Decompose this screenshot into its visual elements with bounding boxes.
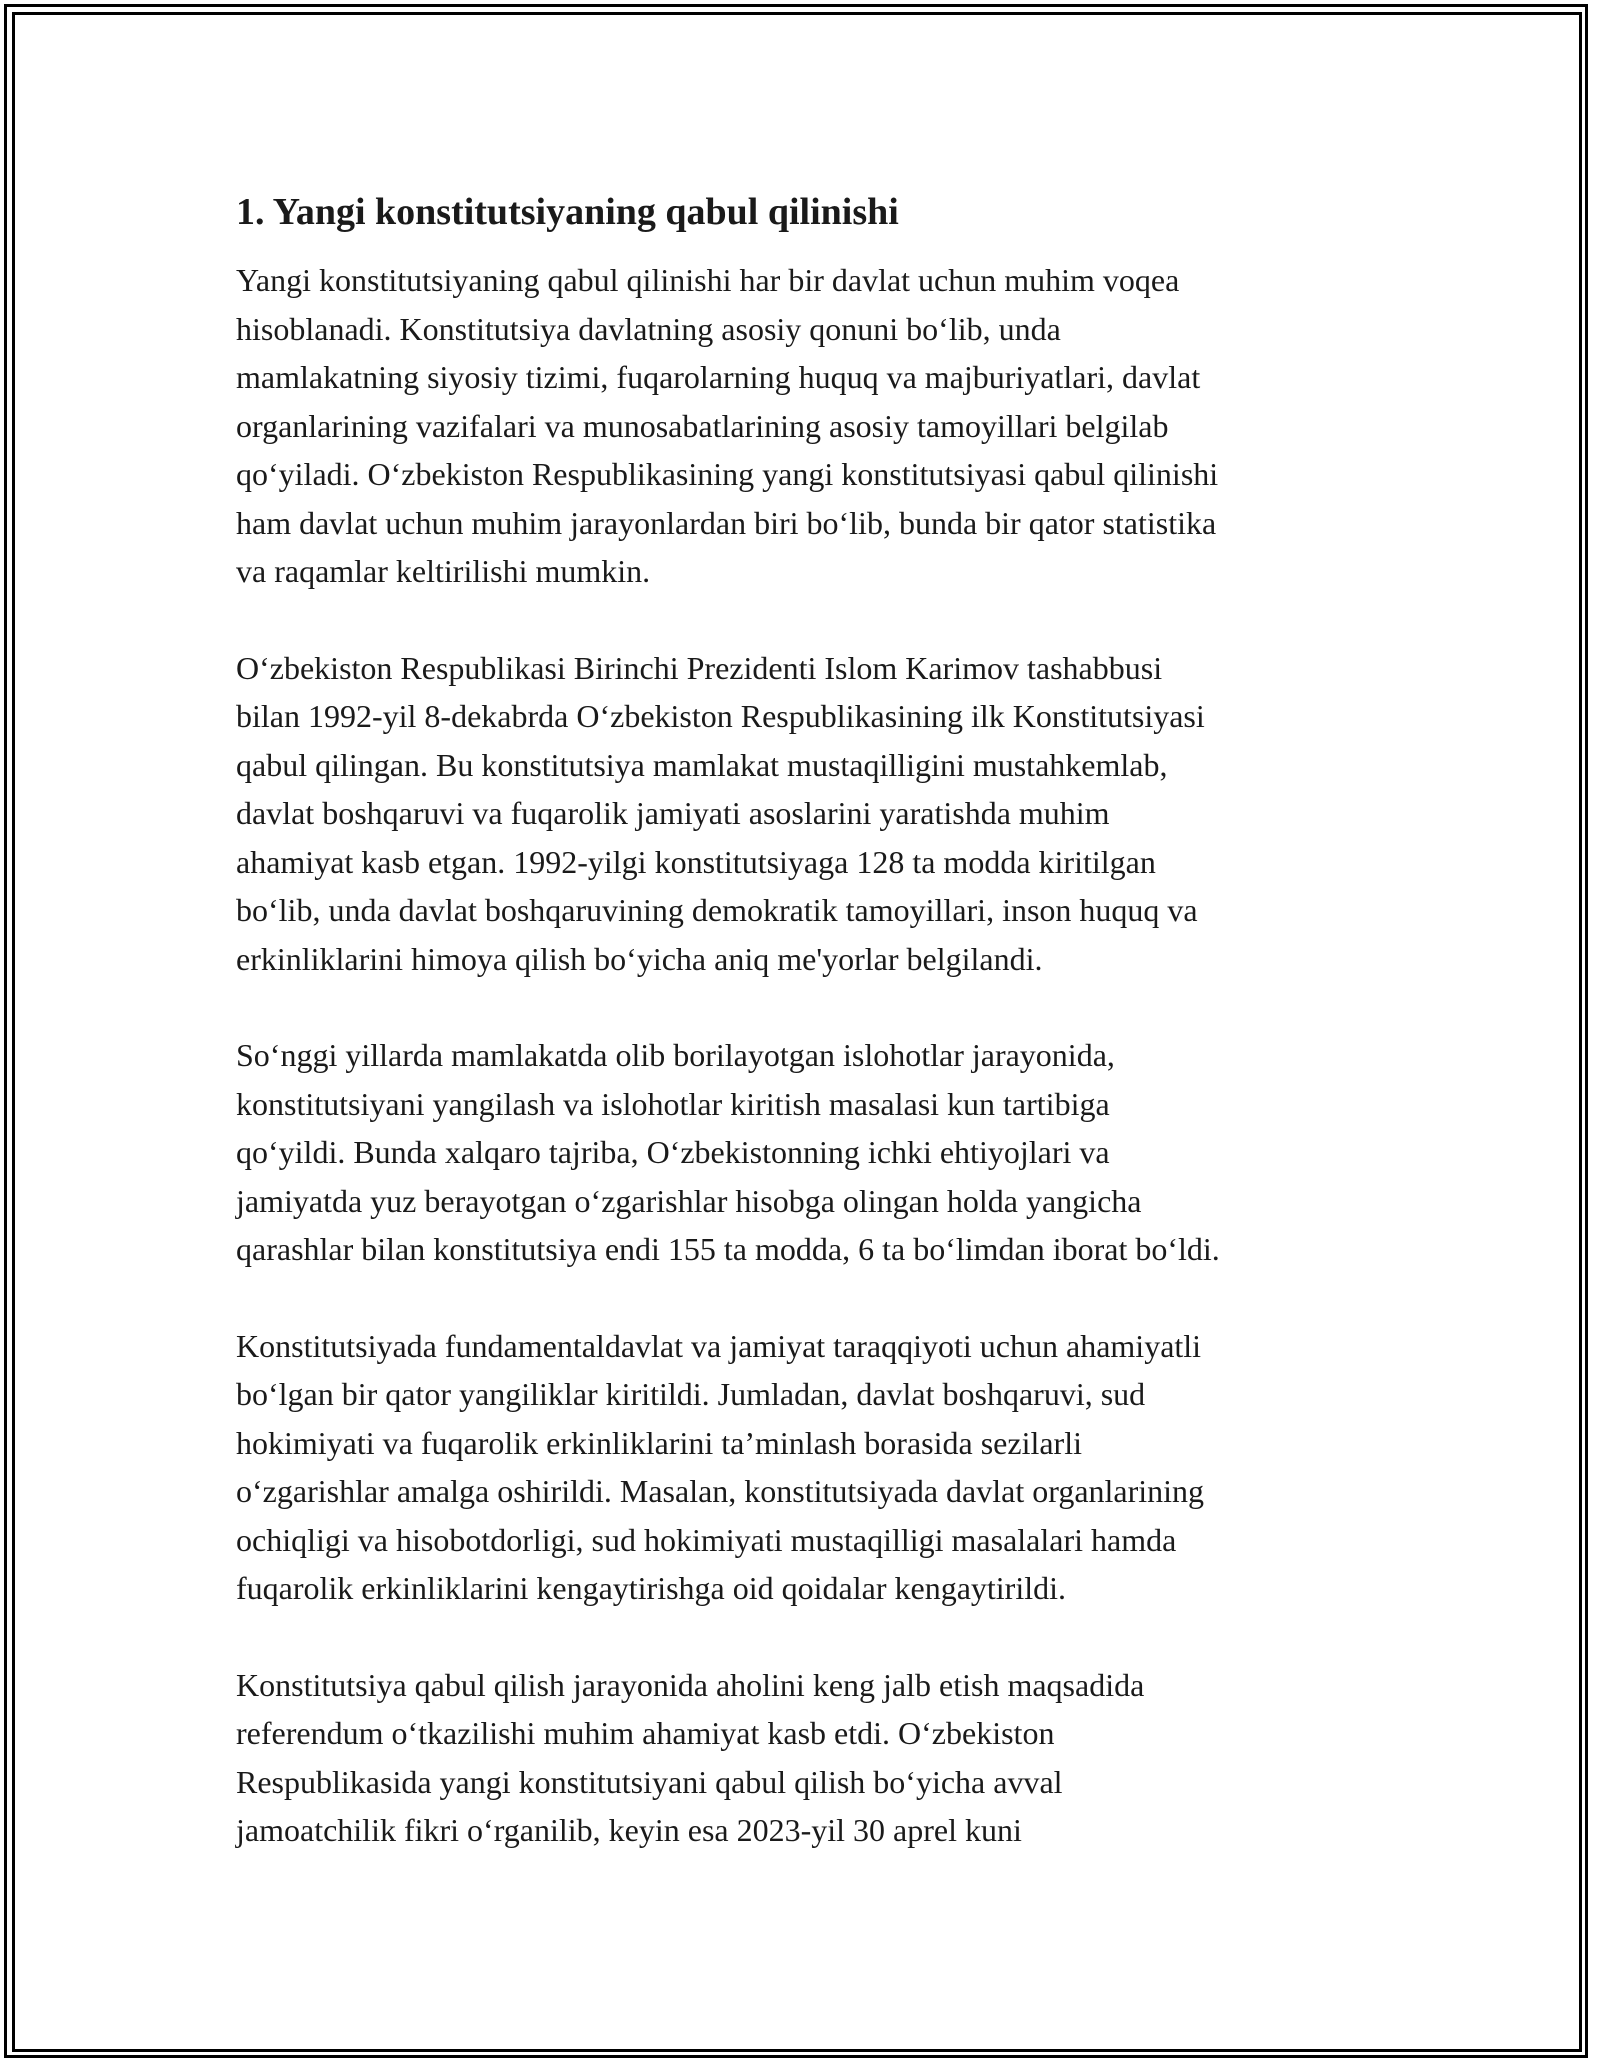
paragraph-5: Konstitutsiya qabul qilish jarayonida aholini keng jalb etish maqsadida referendum o‘tkazilishi muhim ahamiyat kasb etdi. O‘zbekiston Respublikasida yangi konstitutsiyani qabul qilish bo‘yicha avval jamoatchilik fikri o‘rganilib, keyin esa 2023-yil 30 aprel kuni: [236, 1666, 1145, 1848]
paragraph-3: So‘nggi yillarda mamlakatda olib borilayotgan islohotlar jarayonida, konstitutsiyani yangilash va islohotlar kiritish masalasi kun tartibiga qo‘yildi. Bunda xalqaro tajriba, O‘zbekistonning ichki ehtiyojlari va jamiyatda yuz berayotgan o‘zgarishlar hisobga olingan holda yangicha qarashlar bilan konstitutsiya endi 155 ta modda, 6 ta bo‘limdan iborat bo‘ldi.: [236, 1037, 1220, 1267]
paragraph-1: Yangi konstitutsiyaning qabul qilinishi har bir davlat uchun muhim voqea hisoblanadi. Konstitutsiya davlatning asosiy qonuni bo‘lib, unda mamlakatning siyosiy tizimi, fuqarolarning huquq va majburiyatlari, davlat organlarining vazifalari va munosabatlarining asosiy tamoyillari belgilab qo‘yiladi. O‘zbekiston Respublikasining yangi konstitutsiyasi qabul qilinishi ham davlat uchun muhim jarayonlardan biri bo‘lib, bunda bir qator statistika va raqamlar keltirilishi mumkin.: [236, 262, 1219, 589]
paragraph-2: O‘zbekiston Respublikasi Birinchi Prezidenti Islom Karimov tashabbusi bilan 1992-yil 8-dekabrda O‘zbekiston Respublikasining ilk Konstitutsiyasi qabul qilingan. Bu konstitutsiya mamlakat mustaqilligini mustahkemlab, davlat boshqaruvi va fuqarolik jamiyati asoslarini yaratishda muhim ahamiyat kasb etgan. 1992-yilgi konstitutsiyaga 128 ta modda kiritilgan bo‘lib, unda davlat boshqaruvining demokratik tamoyillari, inson huquq va erkinliklarini himoya qilish bo‘yicha aniq me'yorlar belgilandi.: [236, 649, 1205, 977]
document-body: [236, 186, 1416, 1903]
paragraph-4: Konstitutsiyada fundamentaldavlat va jamiyat taraqqiyoti uchun ahamiyatli bo‘lgan bir qator yangiliklar kiritildi. Jumladan, davlat boshqaruvi, sud hokimiyati va fuqarolik erkinliklarini ta’minlash borasida sezilarli o‘zgarishlar amalga oshirildi. Masalan, konstitutsiyada davlat organlarining ochiqligi va hisobotdorligi, sud hokimiyati mustaqilligi masalalari hamda fuqarolik erkinliklarini kengaytirishga oid qoidalar kengaytirildi.: [236, 1327, 1205, 1606]
page-title: 1. Yangi konstitutsiyaning qabul qilinishi: [236, 191, 899, 233]
